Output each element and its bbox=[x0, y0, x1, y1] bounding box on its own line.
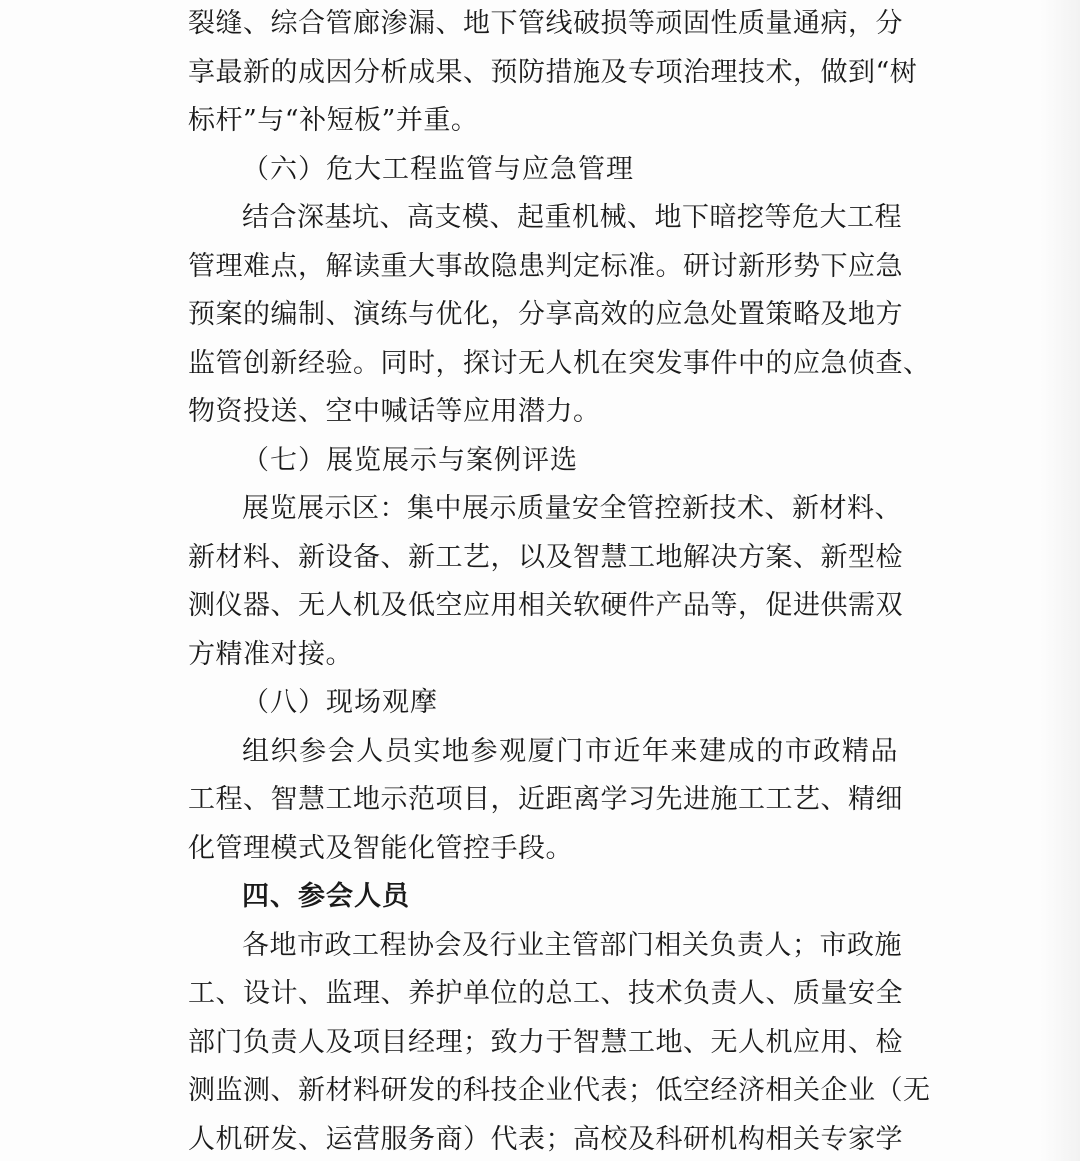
paragraph-last-line: 方精准对接。 bbox=[188, 631, 898, 680]
paragraph-first-line: 各地市政工程协会及行业主管部门相关负责人；市政施 bbox=[188, 922, 898, 971]
body-text-line: 部门负责人及项目经理；致力于智慧工地、无人机应用、检 bbox=[188, 1019, 898, 1068]
subsection-heading: （七）展览展示与案例评选 bbox=[188, 437, 898, 486]
paragraph-first-line: 组织参会人员实地参观厦门市近年来建成的市政精品 bbox=[188, 728, 898, 777]
body-text-line: 管理难点，解读重大事故隐患判定标准。研讨新形势下应急 bbox=[188, 243, 898, 292]
paragraph-last-line: 标杆”与“补短板”并重。 bbox=[188, 97, 898, 146]
body-text-line: 测监测、新材料研发的科技企业代表；低空经济相关企业（无 bbox=[188, 1067, 898, 1116]
body-text-line: 裂缝、综合管廊渗漏、地下管线破损等顽固性质量通病，分 bbox=[188, 0, 898, 49]
body-text-line: 工程、智慧工地示范项目，近距离学习先进施工工艺、精细 bbox=[188, 776, 898, 825]
subsection-heading: （八）现场观摩 bbox=[188, 679, 898, 728]
body-text-line: 测仪器、无人机及低空应用相关软硬件产品等，促进供需双 bbox=[188, 582, 898, 631]
body-text-line: 预案的编制、演练与优化，分享高效的应急处置策略及地方 bbox=[188, 291, 898, 340]
document-text-block bbox=[188, 0, 898, 1164]
section-heading: 四、参会人员 bbox=[188, 873, 898, 922]
paragraph-last-line: 化管理模式及智能化管控手段。 bbox=[188, 825, 898, 874]
paragraph-last-line: 物资投送、空中喊话等应用潜力。 bbox=[188, 388, 898, 437]
body-text-line: 人机研发、运营服务商）代表；高校及科研机构相关专家学 bbox=[188, 1116, 898, 1164]
paragraph-first-line: 结合深基坑、高支模、起重机械、地下暗挖等危大工程 bbox=[188, 194, 898, 243]
scan-edge-shadow bbox=[1040, 0, 1080, 1161]
paragraph-first-line: 展览展示区：集中展示质量安全管控新技术、新材料、 bbox=[188, 485, 898, 534]
body-text-line: 享最新的成因分析成果、预防措施及专项治理技术，做到“树 bbox=[188, 49, 898, 98]
body-text-line: 监管创新经验。同时，探讨无人机在突发事件中的应急侦查、 bbox=[188, 340, 898, 389]
body-text-line: 新材料、新设备、新工艺，以及智慧工地解决方案、新型检 bbox=[188, 534, 898, 583]
subsection-heading: （六）危大工程监管与应急管理 bbox=[188, 146, 898, 195]
body-text-line: 工、设计、监理、养护单位的总工、技术负责人、质量安全 bbox=[188, 970, 898, 1019]
